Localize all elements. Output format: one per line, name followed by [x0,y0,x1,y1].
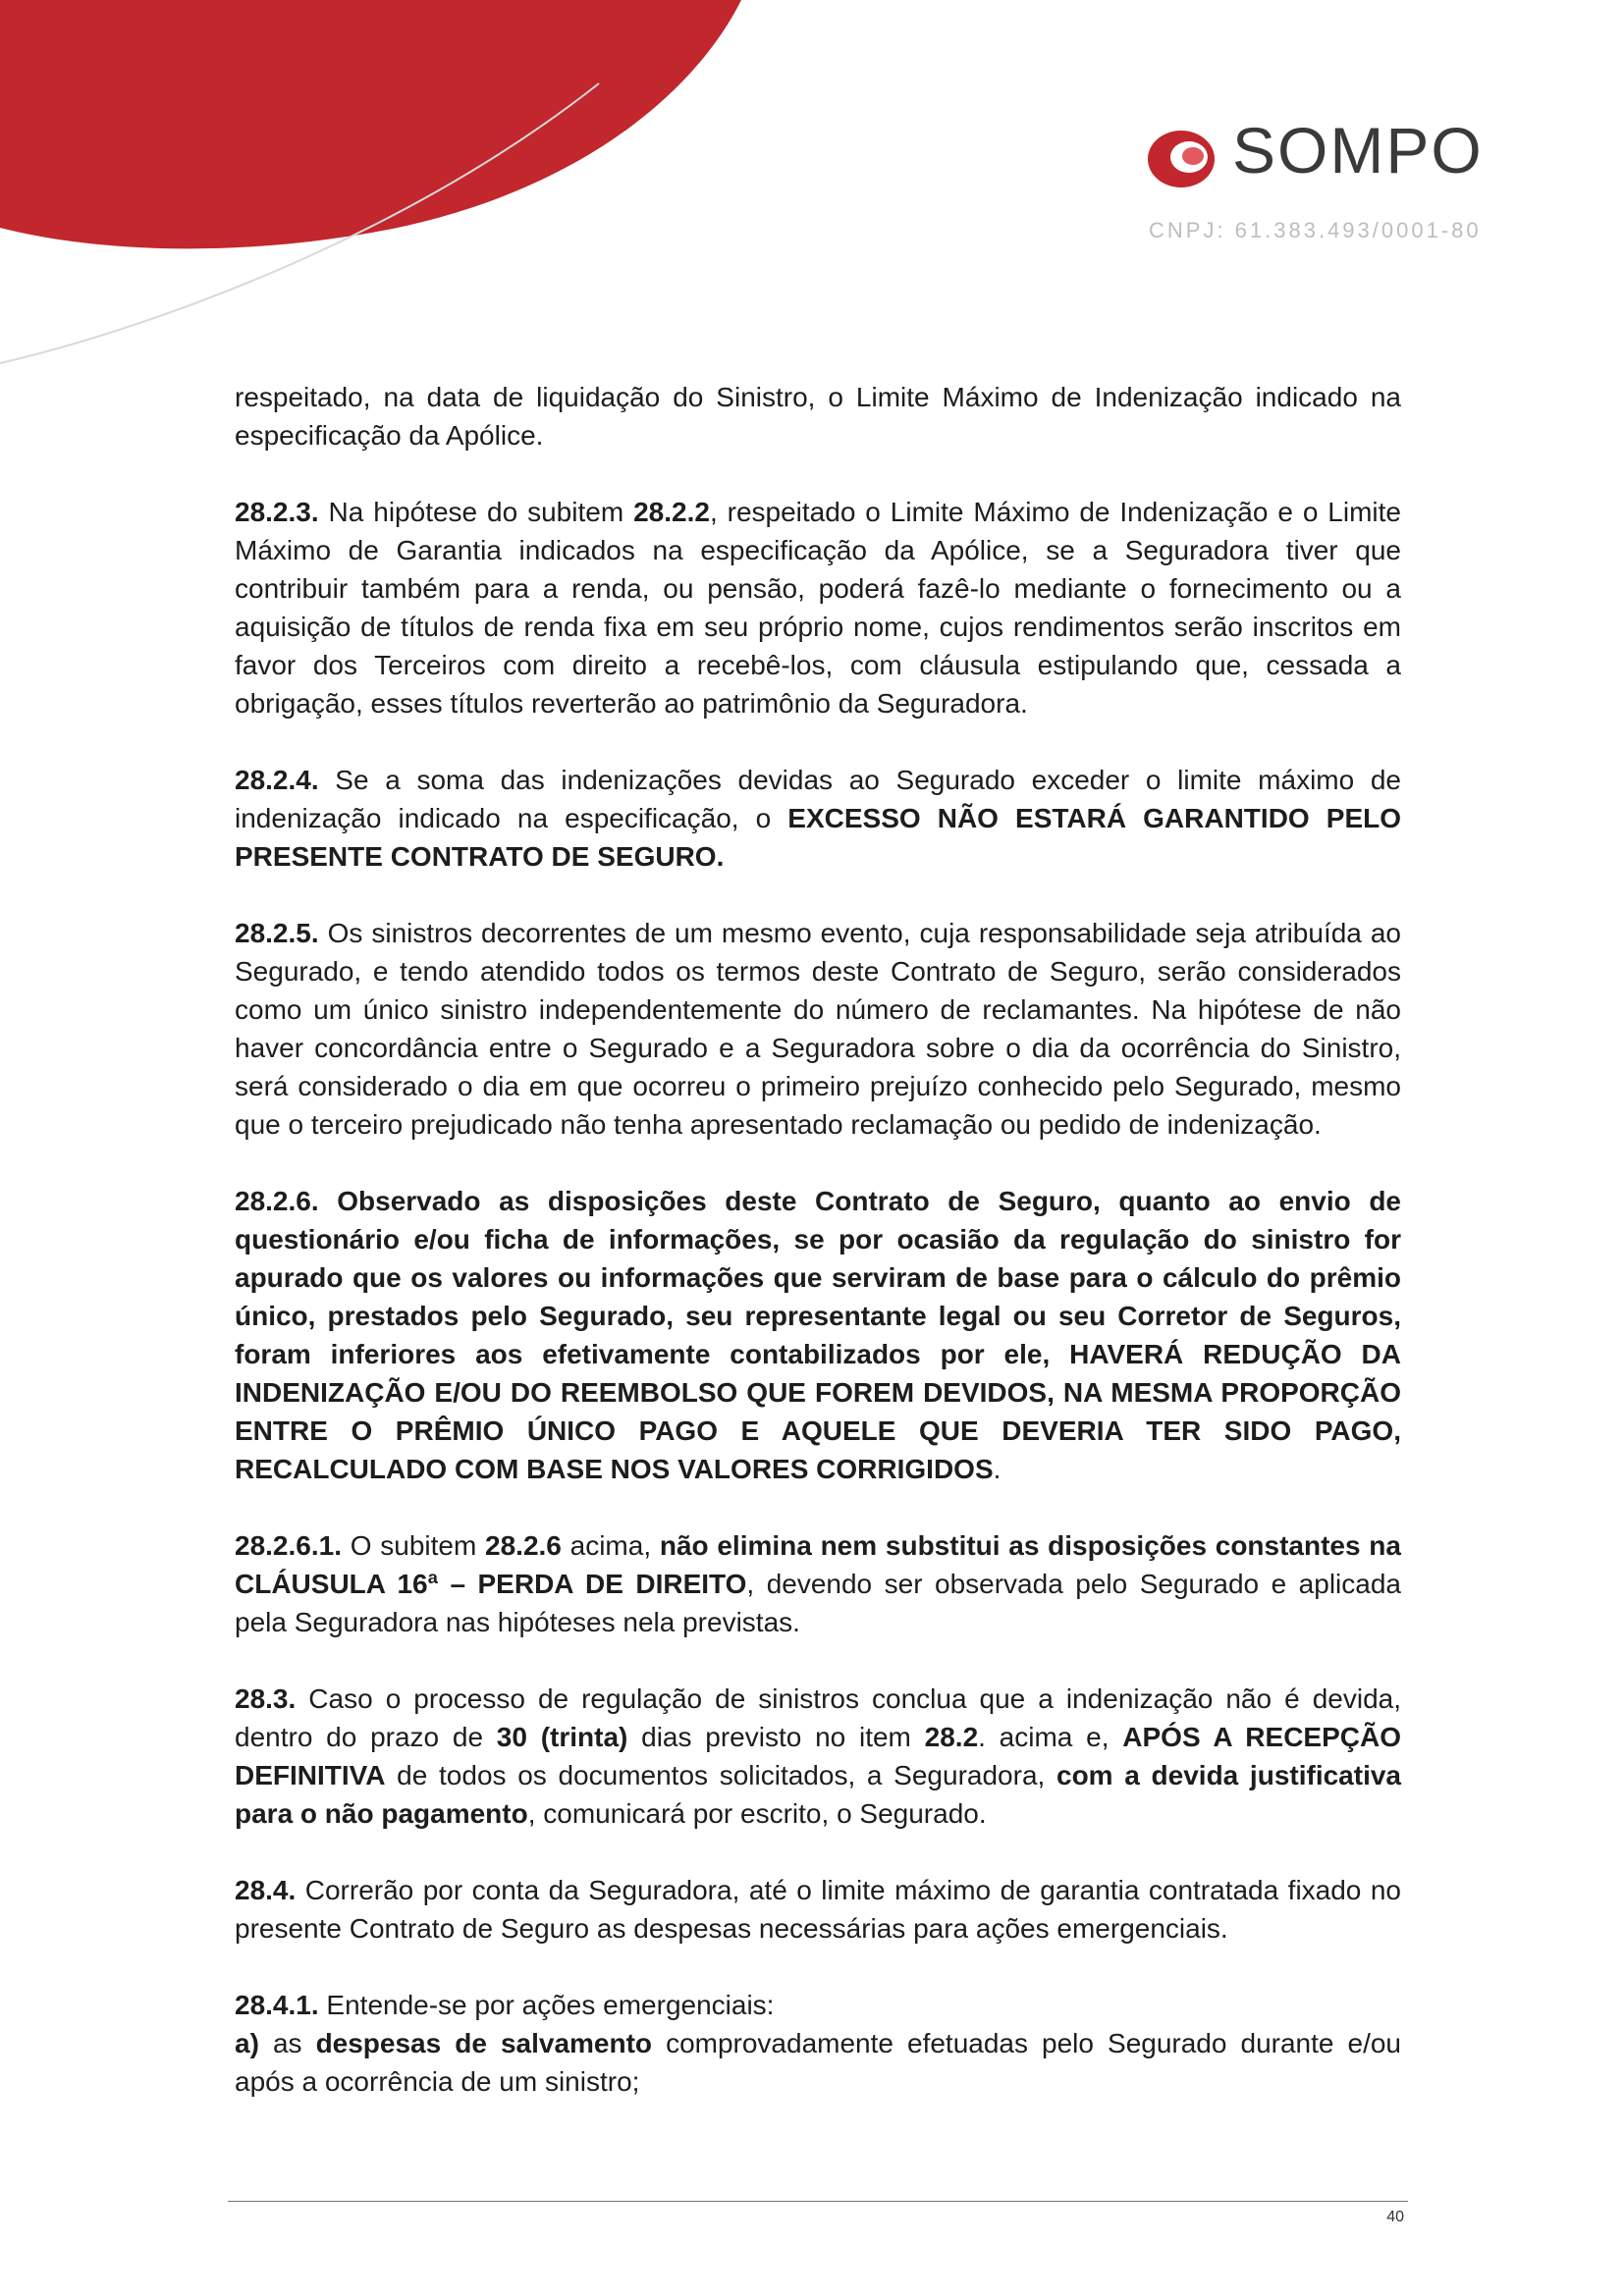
clause-number: 28.3. [235,1683,297,1714]
paragraph-28-2-5: 28.2.5. Os sinistros decorrentes de um mesmo evento, cuja responsabilidade seja atribuída ao Segurado, e tendo atendido todos os termos deste Contrato de Seguro, serão considerados como um único sinistro independentemente do número de reclamantes. Na hipótese de não haver concordância entre o Segurado e a Seguradora sobre o dia da ocorrência do Sinistro, será considerado o dia em que ocorreu o primeiro prejuízo conhecido pelo Segurado, mesmo que o terceiro prejudicado não tenha apresentado reclamação ou pedido de indenização. [235,918,1401,1140]
footer-divider [228,2201,1408,2202]
clause-number: 28.2.5. [235,918,319,948]
paragraph-28-4-1: 28.4.1. Entende-se por ações emergenciais: [235,1990,775,2020]
clause-number: 28.2.3. [235,497,319,527]
paragraph-28-2-3: 28.2.3. Na hipótese do subitem 28.2.2, respeitado o Limite Máximo de Indenização e o Limite Máximo de Garantia indicados na especificação da Apólice, se a Seguradora tiver que contribuir também para a renda, ou pensão, poderá fazê-lo mediante o fornecimento ou a aquisição de títulos de renda fixa em seu próprio nome, cujos rendimentos serão inscritos em favor dos Terceiros com direito a recebê-los, com cláusula estipulando que, cessada a obrigação, esses títulos reverterão ao patrimônio da Seguradora. [235,497,1401,719]
clause-reference: 28.2.2 [633,497,710,527]
clause-number: 28.2.6. [235,1186,319,1216]
emphasis-text: não elimina nem substitui as disposições constantes na CLÁUSULA 16ª – PERDA DE DIREITO [235,1530,1401,1599]
clause-number: 28.4.1. [235,1990,319,2020]
sompo-logo-mark-icon [1144,124,1222,192]
header-corner-graphic [0,0,746,373]
clause-number: 28.4. [235,1875,297,1905]
emphasis-text: EXCESSO NÃO ESTARÁ GARANTIDO PELO PRESENTE CONTRATO DE SEGURO. [235,803,1401,872]
paragraph-28-3: 28.3. Caso o processo de regulação de sinistros conclua que a indenização não é devida, dentro do prazo de 30 (trinta) dias previsto no item 28.2. acima e, APÓS A RECEPÇÃO DEFINITIVA de todos os documentos solicitados, a Seguradora, com a devida justificativa para o não pagamento, comunicará por escrito, o Segurado. [235,1683,1401,1829]
cnpj-text: CNPJ: 61.383.493/0001-80 [1149,218,1482,242]
clause-number: 28.2.6.1. [235,1530,342,1561]
brand-name: SOMPO [1232,114,1484,187]
clause-reference: 28.2.6 [485,1530,562,1561]
paragraph-28-2-4: 28.2.4. Se a soma das indenizações devidas ao Segurado exceder o limite máximo de indenização indicado na especificação, o EXCESSO NÃO ESTARÁ GARANTIDO PELO PRESENTE CONTRATO DE SEGURO. [235,765,1401,872]
paragraph-28-2-6-1: 28.2.6.1. O subitem 28.2.6 acima, não elimina nem substitui as disposições constantes na CLÁUSULA 16ª – PERDA DE DIREITO, devendo ser observada pelo Segurado e aplicada pela Seguradora nas hipóteses nela previstas. [235,1530,1401,1637]
emphasis-text: despesas de salvamento [315,2028,653,2058]
document-body [235,378,1401,2139]
paragraph-28-2-6: 28.2.6. Observado as disposições deste Contrato de Seguro, quanto ao envio de questionário e/ou ficha de informações, se por ocasião da regulação do sinistro for apurado que os valores ou informações que serviram de base para o cálculo do prêmio único, prestados pelo Segurado, seu representante legal ou seu Corretor de Seguros, foram inferiores aos efetivamente contabilizados por ele, HAVERÁ REDUÇÃO DA INDENIZAÇÃO E/OU DO REEMBOLSO QUE FOREM DEVIDOS, NA MESMA PROPORÇÃO ENTRE O PRÊMIO ÚNICO PAGO E AQUELE QUE DEVERIA TER SIDO PAGO, RECALCULADO COM BASE NOS VALORES CORRIGIDOS. [235,1186,1401,1484]
list-item-a: a) as despesas de salvamento comprovadamente efetuadas pelo Segurado durante e/ou após a ocorrência de um sinistro; [235,2028,1401,2097]
page-number: 40 [1386,2209,1404,2225]
emphasis-text: Observado as disposições deste Contrato de Seguro, quanto ao envio de questionário e/ou ficha de informações, se por ocasião da regulação do sinistro for apurado que os valores ou informações que serviram de base para o cálculo do prêmio único, prestados pelo Segurado, seu representante legal ou seu Corretor de Seguros, foram inferiores aos efetivamente contabilizados por ele, HAVERÁ REDUÇÃO DA INDENIZAÇÃO E/OU DO REEMBOLSO QUE FOREM DEVIDOS, NA MESMA PROPORÇÃO ENTRE O PRÊMIO ÚNICO PAGO E AQUELE QUE DEVERIA TER SIDO PAGO, RECALCULADO COM BASE NOS VALORES CORRIGIDOS [235,1186,1401,1484]
clause-number: 28.2.4. [235,765,319,795]
paragraph-continuation: respeitado, na data de liquidação do Sinistro, o Limite Máximo de Indenização indicado na especificação da Apólice. [235,382,1401,451]
list-marker: a) [235,2028,259,2058]
paragraph-28-4: 28.4. Correrão por conta da Seguradora, até o limite máximo de garantia contratada fixado no presente Contrato de Seguro as despesas necessárias para ações emergenciais. [235,1875,1401,1944]
